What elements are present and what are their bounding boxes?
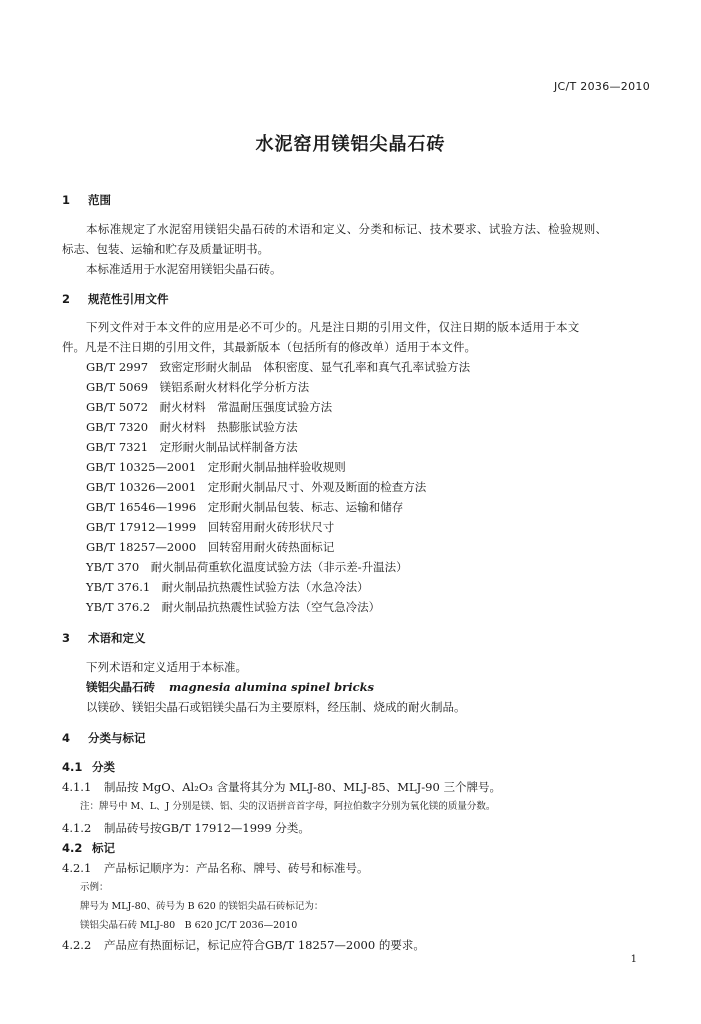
section-number: 3 [62, 631, 71, 645]
reference-code: YB/T 376.1 [86, 580, 151, 594]
term-english: magnesia alumina spinel bricks [169, 680, 375, 694]
reference-item [86, 539, 334, 555]
reference-title: 回转窑用耐火砖形状尺寸 [207, 520, 335, 534]
clause-number: 4.1.2 [62, 821, 92, 835]
section-title: 术语和定义 [88, 631, 146, 645]
reference-item [86, 479, 426, 495]
page-number: 1 [630, 954, 637, 965]
standard-code: JC/T 2036—2010 [553, 80, 650, 93]
reference-item [86, 379, 309, 395]
reference-code: GB/T 7320 [86, 420, 149, 434]
clause-4-2-2 [62, 937, 425, 953]
reference-item [86, 399, 332, 415]
reference-code: GB/T 10325—2001 [86, 460, 197, 474]
subsection-title: 标记 [92, 841, 115, 855]
clause-text: 产品标记顺序为：产品名称、牌号、砖号和标准号。 [104, 861, 369, 875]
section-3-heading [62, 630, 146, 646]
reference-title: 致密定形耐火制品 体积密度、显气孔率和真气孔率试验方法 [159, 360, 471, 374]
section-2-heading [62, 291, 169, 307]
subsection-number: 4.1 [62, 760, 83, 774]
reference-item [86, 419, 298, 435]
reference-code: GB/T 16546—1996 [86, 500, 197, 514]
reference-title: 定形耐火制品包装、标志、运输和储存 [207, 500, 404, 514]
reference-title: 耐火制品荷重软化温度试验方法（非示差-升温法） [150, 560, 408, 574]
paragraph: 本标准规定了水泥窑用镁铝尖晶石砖的术语和定义、分类和标记、技术要求、试验方法、检验规则、 [86, 222, 608, 236]
clause-4-2-1 [62, 860, 369, 876]
reference-code: GB/T 10326—2001 [86, 480, 197, 494]
term-entry [86, 679, 374, 695]
paragraph: 件。凡是不注日期的引用文件，其最新版本（包括所有的修改单）适用于本文件。 [62, 340, 476, 354]
clause-text: 制品砖号按GB/T 17912—1999 分类。 [104, 821, 310, 835]
reference-item [86, 579, 369, 595]
reference-title: 回转窑用耐火砖热面标记 [207, 540, 335, 554]
reference-item [86, 439, 298, 455]
subsection-4-2-heading [62, 840, 115, 856]
paragraph: 下列术语和定义适用于本标准。 [86, 660, 247, 674]
clause-text: 产品应有热面标记，标记应符合GB/T 18257—2000 的要求。 [104, 938, 425, 952]
reference-code: YB/T 370 [86, 560, 140, 574]
reference-item [86, 499, 403, 515]
reference-item [86, 559, 408, 575]
reference-code: GB/T 5069 [86, 380, 149, 394]
reference-code: GB/T 18257—2000 [86, 540, 197, 554]
paragraph: 本标准适用于水泥窑用镁铝尖晶石砖。 [86, 262, 282, 276]
paragraph: 下列文件对于本文件的应用是必不可少的。凡是注日期的引用文件，仅注日期的版本适用于本文 [86, 320, 580, 334]
reference-code: GB/T 17912—1999 [86, 520, 197, 534]
reference-item [86, 359, 470, 375]
reference-title: 定形耐火制品试样制备方法 [159, 440, 298, 454]
section-4-heading [62, 730, 146, 746]
reference-title: 耐火制品抗热震性试验方法（水急冷法） [161, 580, 369, 594]
reference-title: 定形耐火制品抽样验收规则 [207, 460, 346, 474]
reference-title: 镁铝系耐火材料化学分析方法 [159, 380, 310, 394]
reference-title: 耐火材料 热膨胀试验方法 [159, 420, 298, 434]
example-line: 牌号为 MLJ-80、砖号为 B 620 的镁铝尖晶石砖标记为： [80, 901, 324, 912]
section-number: 1 [62, 193, 71, 207]
clause-number: 4.1.1 [62, 780, 92, 794]
clause-4-1-1 [62, 779, 501, 795]
reference-code: YB/T 376.2 [86, 600, 151, 614]
reference-item [86, 599, 380, 615]
reference-item [86, 519, 334, 535]
section-title: 分类与标记 [88, 731, 146, 745]
reference-code: GB/T 7321 [86, 440, 149, 454]
subsection-number: 4.2 [62, 841, 83, 855]
section-title: 规范性引用文件 [88, 292, 169, 306]
section-title: 范围 [88, 193, 111, 207]
section-number: 4 [62, 731, 71, 745]
clause-text: 制品按 MgO、Al₂O₃ 含量将其分为 MLJ-80、MLJ-85、MLJ-90 三个牌号。 [104, 780, 501, 794]
term-definition: 以镁砂、镁铝尖晶石或铝镁尖晶石为主要原料，经压制、烧成的耐火制品。 [86, 700, 466, 714]
paragraph: 标志、包装、运输和贮存及质量证明书。 [62, 242, 269, 256]
section-1-heading [62, 192, 111, 208]
section-number: 2 [62, 292, 71, 306]
clause-number: 4.2.2 [62, 938, 92, 952]
reference-title: 耐火制品抗热震性试验方法（空气急冷法） [161, 600, 381, 614]
document-title: 水泥窑用镁铝尖晶石砖 [255, 134, 446, 155]
reference-title: 耐火材料 常温耐压强度试验方法 [159, 400, 333, 414]
term-chinese: 镁铝尖晶石砖 [86, 680, 155, 694]
example-label: 示例： [80, 882, 109, 893]
reference-code: GB/T 2997 [86, 360, 149, 374]
subsection-title: 分类 [92, 760, 115, 774]
clause-number: 4.2.1 [62, 861, 92, 875]
reference-code: GB/T 5072 [86, 400, 149, 414]
reference-item [86, 459, 346, 475]
example-line: 镁铝尖晶石砖 MLJ-80 B 620 JC/T 2036—2010 [80, 920, 298, 931]
note: 注：牌号中 M、L、J 分别是镁、铝、尖的汉语拼音首字母，阿拉伯数字分别为氧化镁的质量分数。 [80, 801, 496, 812]
subsection-4-1-heading [62, 759, 115, 775]
reference-title: 定形耐火制品尺寸、外观及断面的检查方法 [207, 480, 427, 494]
clause-4-1-2 [62, 820, 310, 836]
